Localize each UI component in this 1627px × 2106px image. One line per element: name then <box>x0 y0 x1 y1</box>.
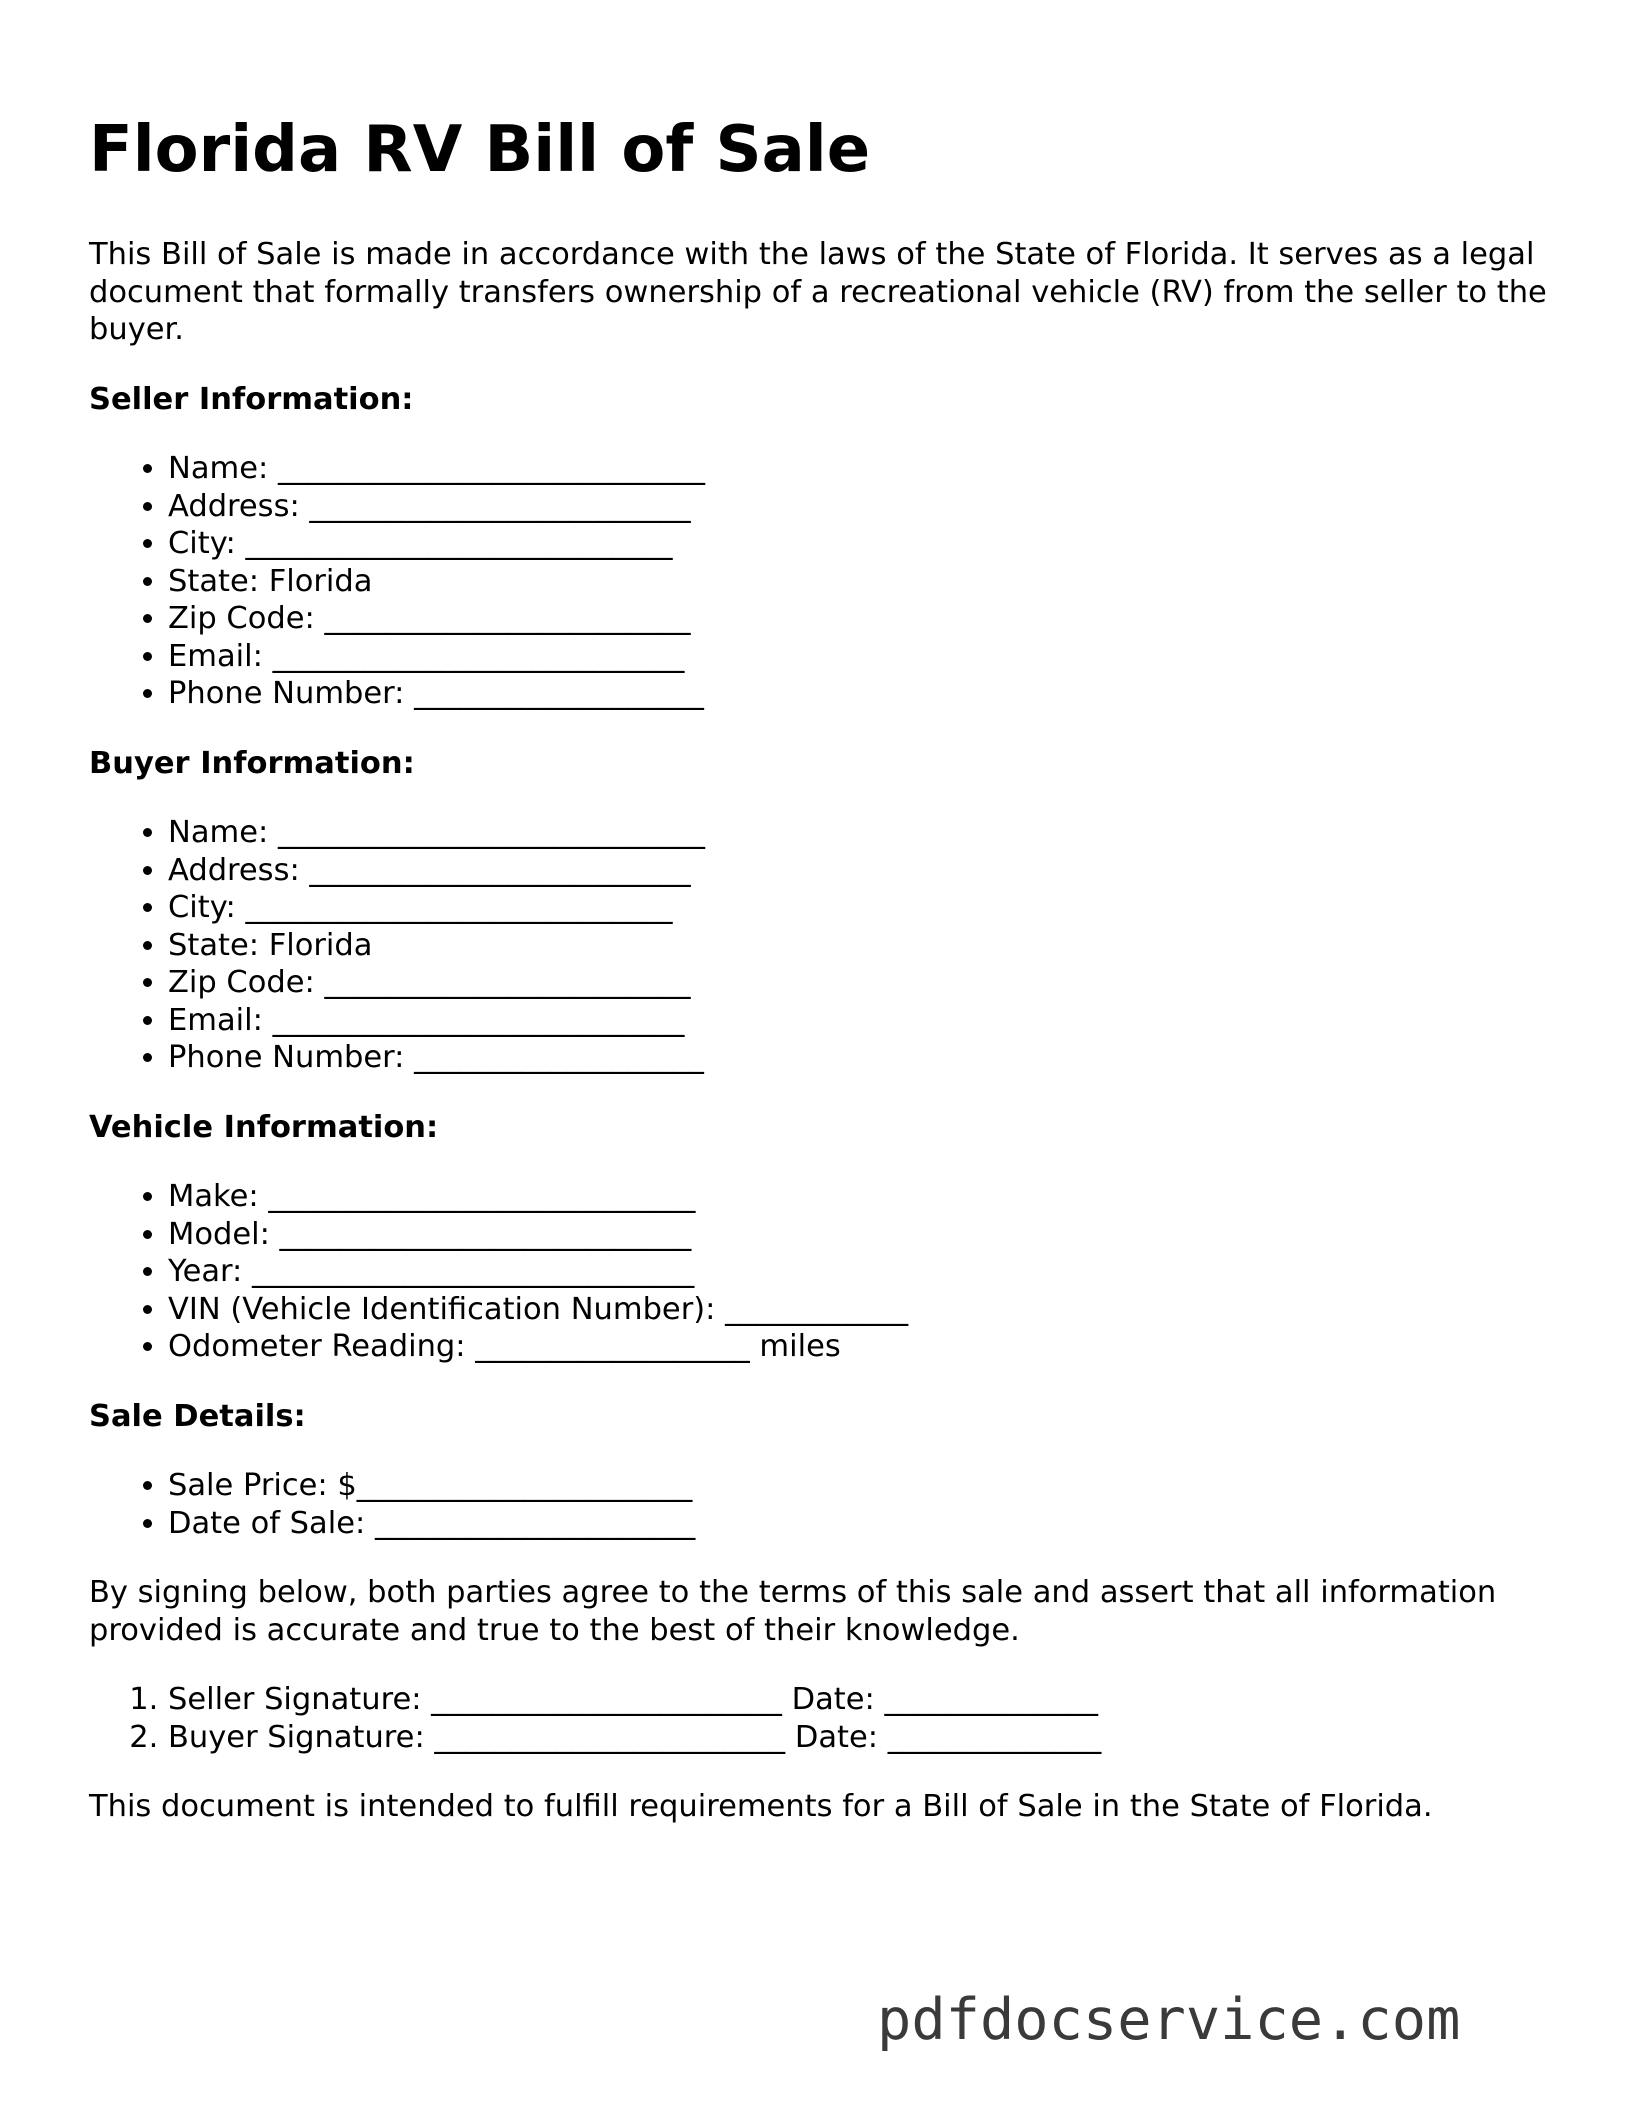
seller-city-field: • City: ____________________________ <box>168 525 1549 563</box>
buyer-signature-line: 2. Buyer Signature: _______________________ Date: ______________ <box>168 1719 1549 1757</box>
seller-phone-field: • Phone Number: ___________________ <box>168 675 1549 713</box>
buyer-state-field: • State: Florida <box>168 927 1549 965</box>
watermark-text: pdfdocservice.com <box>877 1987 1461 2053</box>
vehicle-make-field: • Make: ____________________________ <box>168 1178 1549 1216</box>
sale-price-field: • Sale Price: $______________________ <box>168 1467 1549 1505</box>
signature-list <box>89 1681 1549 1756</box>
closing-paragraph: This document is intended to fulfill requirements for a Bill of Sale in the State of Florida. <box>89 1789 1433 1824</box>
sale-list <box>89 1467 1549 1542</box>
intro-paragraph: This Bill of Sale is made in accordance with the laws of the State of Florida. It serves as a legal document that formally transfers ownership of a recreational vehicle (RV) from the seller to the buyer. <box>89 237 1547 347</box>
seller-heading: Seller Information: <box>89 381 414 417</box>
vehicle-year-field: • Year: _____________________________ <box>168 1253 1549 1291</box>
vehicle-list <box>89 1178 1549 1366</box>
seller-zip-field: • Zip Code: ________________________ <box>168 600 1549 638</box>
document-title: Florida RV Bill of Sale <box>89 113 871 187</box>
seller-list <box>89 450 1549 713</box>
seller-email-field: • Email: ___________________________ <box>168 638 1549 676</box>
vehicle-model-field: • Model: ___________________________ <box>168 1216 1549 1254</box>
document-page <box>89 108 1549 1826</box>
vehicle-odometer-field: • Odometer Reading: __________________ miles <box>168 1328 1549 1366</box>
agreement-paragraph: By signing below, both parties agree to the terms of this sale and assert that all information provided is accurate and true to the best of their knowledge. <box>89 1575 1497 1648</box>
buyer-address-field: • Address: _________________________ <box>168 852 1549 890</box>
seller-address-field: • Address: _________________________ <box>168 488 1549 526</box>
sale-date-field: • Date of Sale: _____________________ <box>168 1505 1549 1543</box>
vehicle-vin-field: • VIN (Vehicle Identification Number): ____________ <box>168 1291 1549 1329</box>
sale-heading: Sale Details: <box>89 1398 306 1434</box>
buyer-zip-field: • Zip Code: ________________________ <box>168 964 1549 1002</box>
buyer-heading: Buyer Information: <box>89 745 415 781</box>
seller-state-field: • State: Florida <box>168 563 1549 601</box>
buyer-phone-field: • Phone Number: ___________________ <box>168 1039 1549 1077</box>
seller-signature-line: 1. Seller Signature: _______________________ Date: ______________ <box>168 1681 1549 1719</box>
buyer-name-field: • Name: ____________________________ <box>168 814 1549 852</box>
seller-name-field: • Name: ____________________________ <box>168 450 1549 488</box>
buyer-email-field: • Email: ___________________________ <box>168 1002 1549 1040</box>
vehicle-heading: Vehicle Information: <box>89 1109 439 1145</box>
buyer-city-field: • City: ____________________________ <box>168 889 1549 927</box>
buyer-list <box>89 814 1549 1077</box>
